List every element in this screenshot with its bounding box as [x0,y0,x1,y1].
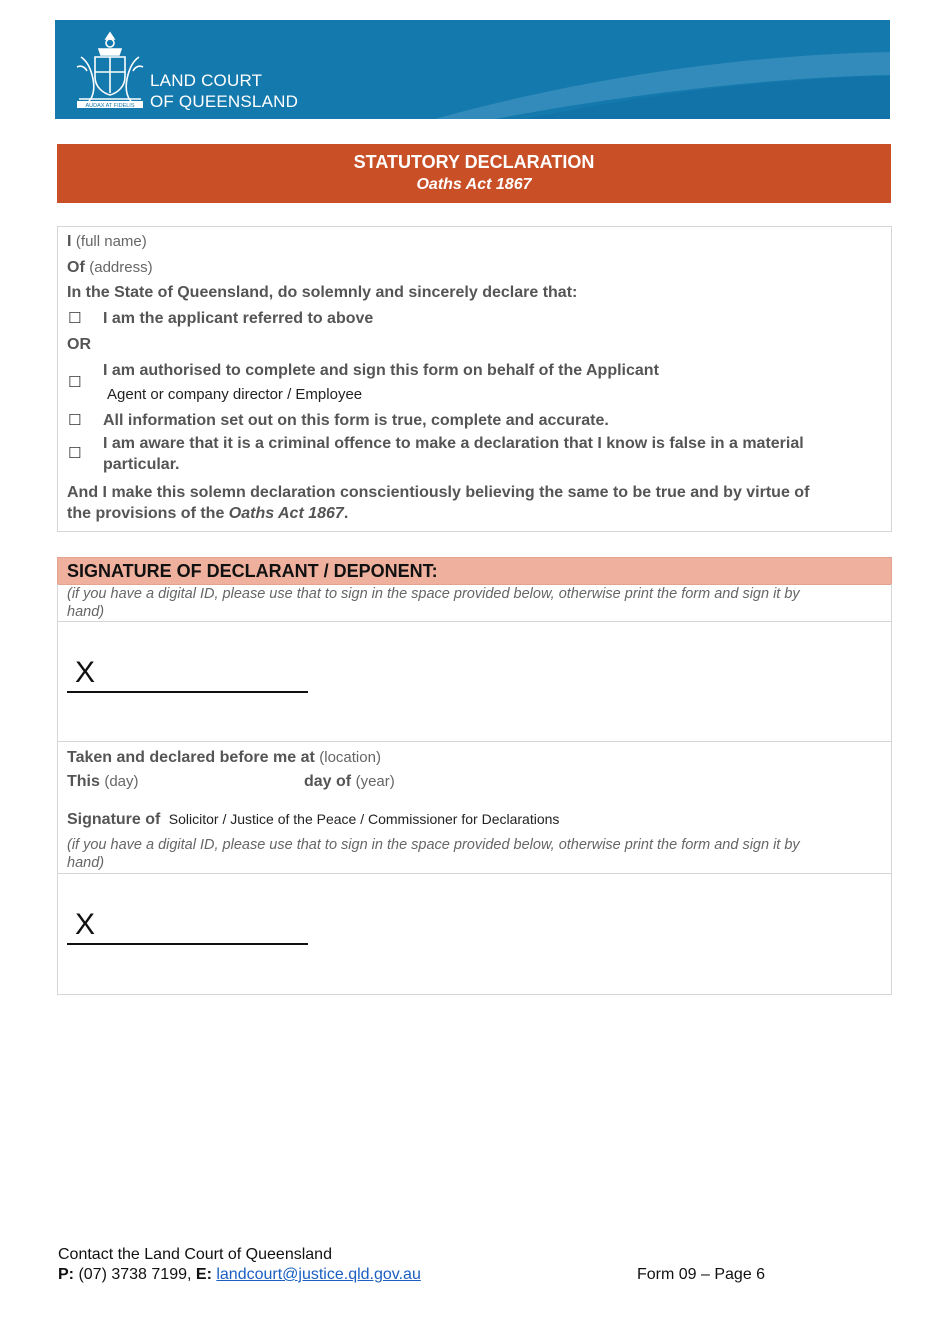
witness-note-line1: (if you have a digital ID, please use that to sign in the space provided below, otherwise print the form and sign it by [67,837,800,853]
closing-prefix: the provisions of the [67,505,225,522]
witness-x-mark: X [75,908,96,941]
svg-text:AUDAX AT FIDELIS: AUDAX AT FIDELIS [85,103,135,109]
full-name-hint: (full name) [75,233,147,250]
witness-signature-line [67,943,308,945]
closing-period: . [343,505,349,522]
applicant-checkbox[interactable]: ☐ [68,310,82,327]
this-day-field[interactable] [67,772,139,792]
witness-note-line2: hand) [67,855,105,871]
aware-offence-label-line1: I am aware that it is a criminal offence to make a declaration that I know is false in a material [103,435,804,452]
this-label: This [67,773,100,790]
or-label: OR [67,336,91,353]
day-of-year-field[interactable] [304,772,395,792]
declarant-signature-line [67,691,308,693]
address-field[interactable] [67,258,153,278]
location-hint: (location) [319,749,381,766]
year-hint: (year) [355,773,395,790]
closing-statement-line1: And I make this solemn declaration conscientiously believing the same to be true and by virtue of [67,484,810,501]
witness-signature-of-field [67,809,559,830]
header-banner [55,20,890,119]
divider [58,873,891,874]
aware-offence-label-line2: particular. [103,456,180,473]
authorised-role[interactable]: Agent or company director / Employee [107,386,363,403]
closing-act-name: Oaths Act 1867 [228,505,344,522]
email-label: E: [195,1266,212,1283]
court-name [150,70,298,112]
phone-label: P: [58,1266,74,1283]
true-info-option-label: All information set out on this form is true, complete and accurate. [103,412,609,429]
witness-role[interactable]: Solicitor / Justice of the Peace / Commissioner for Declarations [168,811,560,827]
full-name-label: I [67,233,72,250]
form-subtitle: Oaths Act 1867 [416,176,532,193]
address-hint: (address) [89,259,153,276]
footer-contact: Contact the Land Court of Queensland [58,1246,332,1263]
declarant-note-line2: hand) [67,604,105,620]
declarant-digital-id-note [67,585,882,621]
witness-digital-id-note [67,836,882,872]
divider [58,741,891,742]
full-name-field[interactable] [67,232,147,252]
aware-offence-checkbox[interactable]: ☐ [68,445,82,462]
signature-of-label: Signature of [67,811,161,828]
address-label: Of [67,259,85,276]
court-name-line2: OF QUEENSLAND [150,92,299,111]
email-link[interactable]: landcourt@justice.qld.gov.au [216,1266,421,1283]
declare-intro: In the State of Queensland, do solemnly and sincerely declare that: [67,284,578,301]
authorised-checkbox[interactable]: ☐ [68,374,82,391]
authorised-option-label: I am authorised to complete and sign this form on behalf of the Applicant [103,362,659,379]
taken-declared-field[interactable] [67,748,381,768]
signature-heading: SIGNATURE OF DECLARANT / DEPONENT: [57,557,892,585]
declarant-x-mark: X [75,656,96,689]
footer-contact-details [58,1265,421,1285]
declarant-note-line1: (if you have a digital ID, please use that to sign in the space provided below, otherwise print the form and sign it by [67,586,800,602]
taken-declared-label: Taken and declared before me at [67,749,315,766]
form-title: STATUTORY DECLARATION [353,152,595,172]
signature-box [57,584,892,995]
day-hint: (day) [104,773,139,790]
phone-number: (07) 3738 7199, [78,1266,192,1283]
applicant-option-label: I am the applicant referred to above [103,310,374,327]
court-name-line1: LAND COURT [150,71,263,90]
declaration-box [57,226,892,532]
true-info-checkbox[interactable]: ☐ [68,412,82,429]
queensland-crest-logo [69,27,151,111]
closing-statement-line2 [67,504,348,524]
divider [58,621,891,622]
day-of-label: day of [304,773,352,790]
form-page-number: Form 09 – Page 6 [637,1266,766,1283]
form-title-bar [57,144,891,203]
